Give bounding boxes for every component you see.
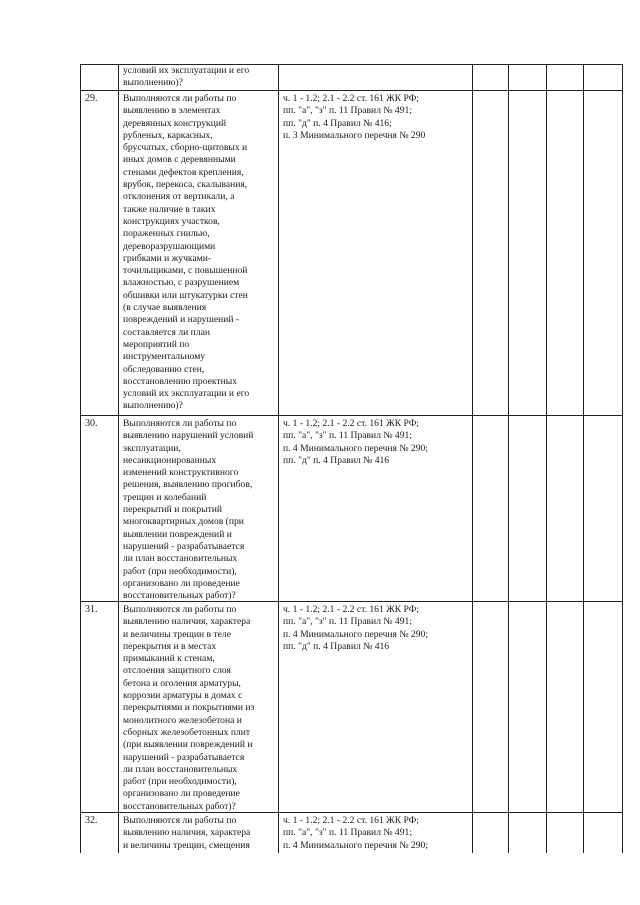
column-divider <box>472 64 473 853</box>
question-text: Выполняются ли работы по выявлению в элементах деревянных конструкций рубленых, каркасных, брусчатых, сборно-щитовых и иных домов с деревянными стенами дефектов крепления, врубок, перекоса, скалывания, отклонения от вертикали, а также наличие в таких конструкциях участков, пораженных гнилью, дереворазрушающими грибками и жучками- точильщиками, с повышенной влажностью, с разрушением обшивки или штукатурки стен (в случае выявления повреждений и нарушений - составляется ли план мероприятий по инструментальному обследованию стен, восстановлению проектных условий их эксплуатации и его выполнению)? <box>123 93 250 412</box>
column-divider <box>583 64 584 853</box>
question-text: Выполняются ли работы по выявлению наличия, характера и величины трещин, смещения <box>123 815 251 851</box>
row-divider <box>80 415 623 416</box>
legal-reference: ч. 1 - 1.2; 2.1 - 2.2 ст. 161 ЖК РФ; пп. "а", "з" п. 11 Правил № 491; п. 4 Минимального перечня № 290; пп. "д" п. 4 Правил № 416 <box>283 418 428 466</box>
legal-reference: ч. 1 - 1.2; 2.1 - 2.2 ст. 161 ЖК РФ; пп. "а", "з" п. 11 Правил № 491; пп. "д" п. 4 Правил № 416; п. 3 Минимального перечня № 290 <box>283 93 426 141</box>
question-text: Выполняются ли работы по выявлению нарушений условий эксплуатации, несанкционированных изменений конструктивного решения, выявлению прогибов, трещин и колебаний перекрытий и покрытий многоквартирных домов (при выявлении повреждений и нарушений - разрабатывается ли план восстановительных работ (при необходимости), организовано ли проведение восстановительных работ)? <box>123 418 254 602</box>
legal-reference: ч. 1 - 1.2; 2.1 - 2.2 ст. 161 ЖК РФ; пп. "а", "з" п. 11 Правил № 491; п. 4 Минимального перечня № 290; <box>283 815 428 851</box>
row-number: 30. <box>85 418 98 429</box>
column-divider <box>118 64 119 853</box>
row-number: 32. <box>85 815 98 826</box>
row-number: 29. <box>85 93 98 104</box>
legal-reference: ч. 1 - 1.2; 2.1 - 2.2 ст. 161 ЖК РФ; пп. "а", "з" п. 11 Правил № 491; п. 4 Минимального перечня № 290; пп. "д" п. 4 Правил № 416 <box>283 604 428 652</box>
table-border-left <box>80 64 81 853</box>
row-divider <box>80 90 623 91</box>
column-divider <box>508 64 509 853</box>
column-divider <box>278 64 279 853</box>
column-divider <box>546 64 547 853</box>
question-text: Выполняются ли работы по выявлению наличия, характера и величины трещин в теле перекрытия и в местах примыканий к стенам, отслоения защитного слоя бетона и оголения арматуры, коррозии арматуры в домах с перекрытиями и покрытиями из монолитного железобетона и сборных железобетонных плит (при выявлении повреждений и нарушений - разрабатывается ли план восстановительных работ (при необходимости), организовано ли проведение восстановительных работ)? <box>123 604 255 812</box>
question-text: условий их эксплуатации и его выполнению)? <box>123 65 250 89</box>
table-border-right <box>622 64 623 853</box>
row-number: 31. <box>85 604 98 615</box>
